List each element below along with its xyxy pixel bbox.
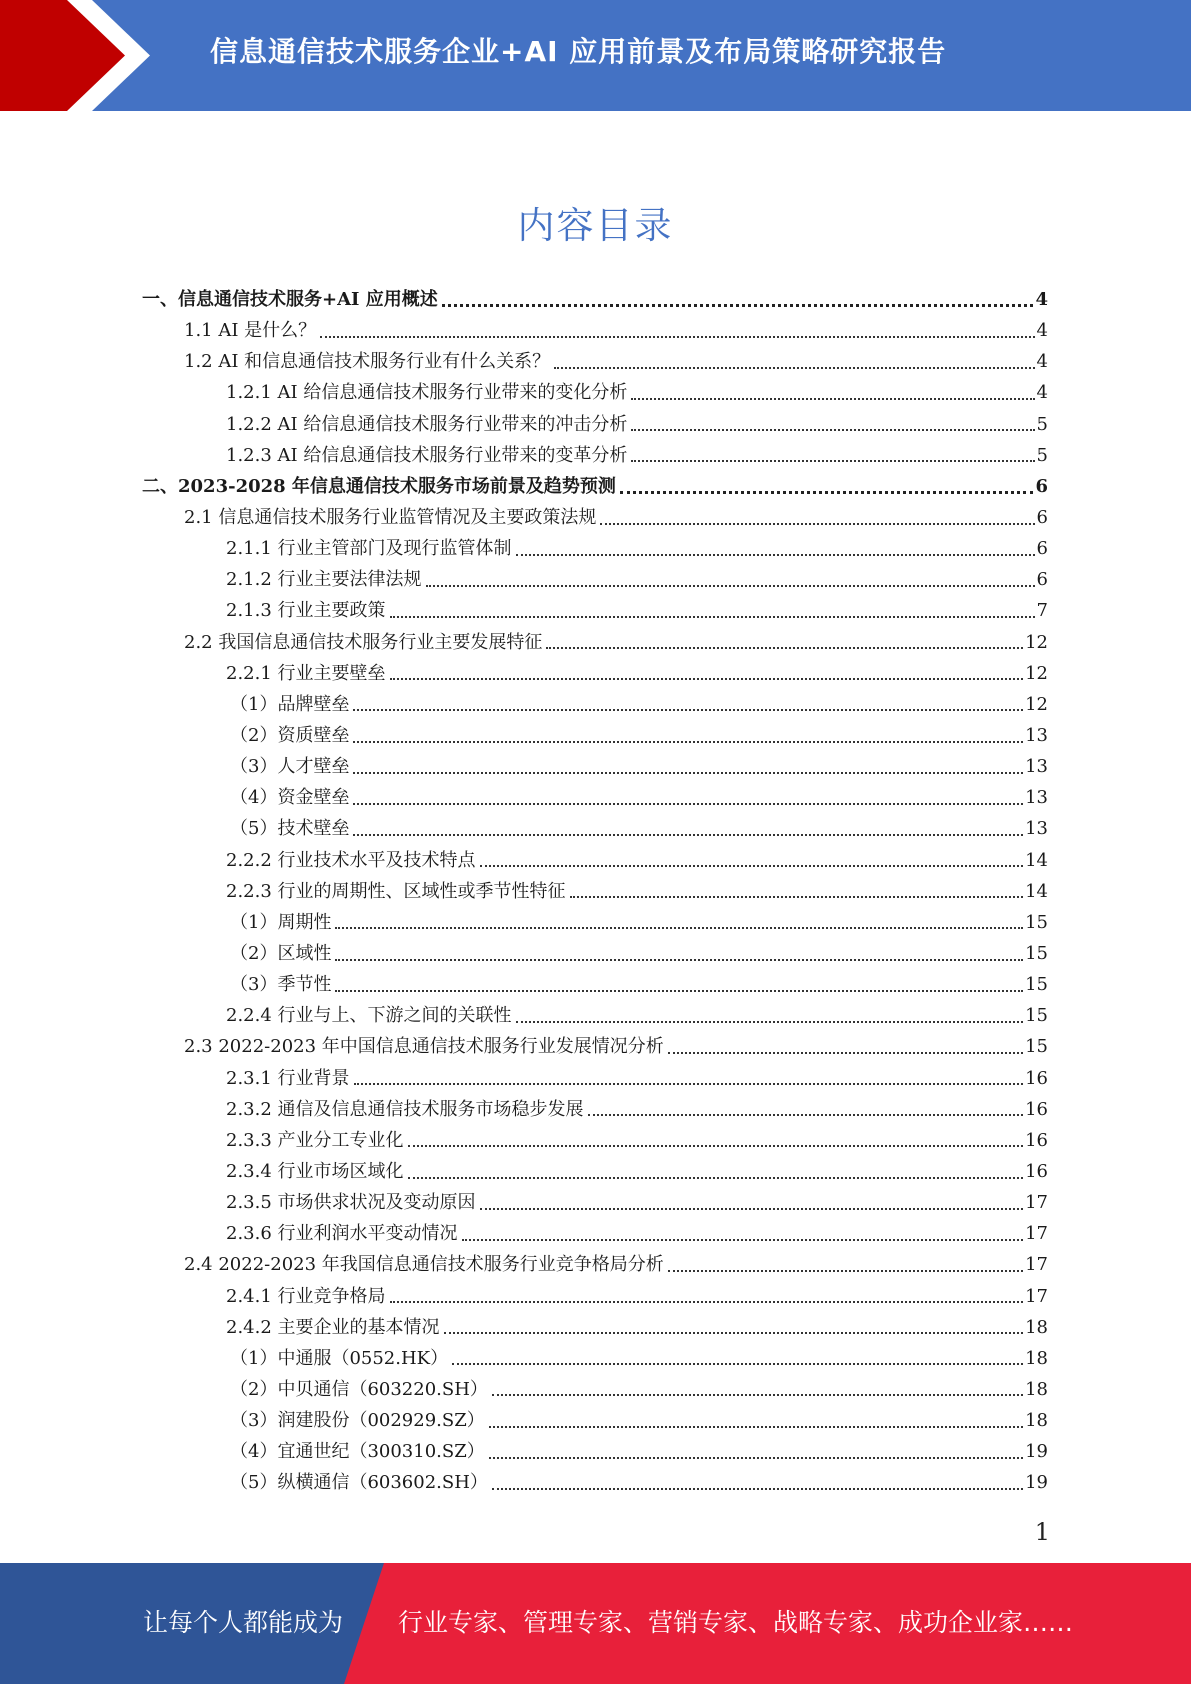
toc-entry-page: 5	[1036, 413, 1048, 435]
toc-entry-page: 4	[1036, 320, 1048, 342]
toc-entry-title: （1）中通服（0552.HK）	[230, 1347, 449, 1369]
toc-entry[interactable]	[142, 533, 1048, 564]
toc-dot-leader	[588, 1114, 1024, 1116]
toc-dot-leader	[335, 990, 1023, 992]
toc-dot-leader	[335, 959, 1023, 961]
toc-entry-page: 19	[1025, 1441, 1048, 1463]
toc-entry-title: 2.1.2 行业主要法律法规	[226, 569, 422, 591]
toc-entry[interactable]	[142, 377, 1048, 408]
toc-entry-page: 7	[1036, 600, 1048, 622]
toc-dot-leader	[631, 460, 1034, 462]
toc-entry-page: 12	[1025, 693, 1048, 715]
table-of-contents	[142, 284, 1048, 1498]
toc-entry-page: 13	[1025, 724, 1048, 746]
toc-entry[interactable]	[142, 1281, 1048, 1312]
toc-dot-leader	[390, 616, 1035, 618]
toc-dot-leader	[353, 834, 1023, 836]
toc-entry-page: 15	[1025, 1036, 1048, 1058]
toc-entry-title: 二、2023-2028 年信息通信技术服务市场前景及趋势预测	[142, 475, 616, 497]
toc-entry[interactable]	[142, 627, 1048, 658]
toc-dot-leader	[489, 1457, 1023, 1459]
toc-entry-page: 17	[1025, 1254, 1048, 1276]
toc-entry-title: 2.4.1 行业竞争格局	[226, 1285, 386, 1307]
toc-entry[interactable]	[142, 938, 1048, 969]
toc-entry[interactable]	[142, 845, 1048, 876]
toc-entry-title: 1.2.1 AI 给信息通信技术服务行业带来的变化分析	[226, 382, 628, 404]
toc-entry-page: 13	[1025, 818, 1048, 840]
toc-dot-leader	[353, 709, 1023, 711]
toc-heading: 内容目录	[517, 204, 674, 247]
toc-entry-page: 18	[1025, 1316, 1048, 1338]
toc-entry-title: （2）中贝通信（603220.SH）	[230, 1378, 488, 1400]
toc-entry-title: 2.2 我国信息通信技术服务行业主要发展特征	[184, 631, 543, 653]
toc-dot-leader	[426, 585, 1035, 587]
toc-dot-leader	[354, 1083, 1024, 1085]
toc-entry[interactable]	[142, 1125, 1048, 1156]
toc-entry-title: （4）宜通世纪（300310.SZ）	[230, 1441, 485, 1463]
toc-entry[interactable]	[142, 1031, 1048, 1062]
toc-entry[interactable]	[142, 595, 1048, 626]
toc-entry-page: 12	[1025, 631, 1048, 653]
toc-entry-title: 2.3.2 通信及信息通信技术服务市场稳步发展	[226, 1098, 584, 1120]
toc-dot-leader	[631, 429, 1034, 431]
toc-entry-title: 1.2.2 AI 给信息通信技术服务行业带来的冲击分析	[226, 413, 628, 435]
page-number: 1	[1034, 1518, 1050, 1546]
toc-entry[interactable]	[142, 1312, 1048, 1343]
toc-entry-page: 15	[1025, 974, 1048, 996]
toc-dot-leader	[516, 1021, 1024, 1023]
toc-entry-title: 2.1.1 行业主管部门及现行监管体制	[226, 538, 512, 560]
toc-dot-leader	[442, 304, 1034, 307]
toc-entry-page: 17	[1025, 1285, 1048, 1307]
toc-entry-page: 5	[1036, 444, 1048, 466]
toc-entry-page: 16	[1025, 1160, 1048, 1182]
toc-entry-page: 6	[1035, 475, 1048, 497]
header-band	[0, 0, 1191, 111]
toc-entry[interactable]	[142, 564, 1048, 595]
toc-entry-title: 2.1 信息通信技术服务行业监管情况及主要政策法规	[184, 506, 597, 528]
toc-entry-page: 18	[1025, 1347, 1048, 1369]
toc-entry-page: 13	[1025, 756, 1048, 778]
toc-dot-leader	[620, 491, 1034, 494]
toc-dot-leader	[353, 741, 1023, 743]
toc-entry[interactable]	[142, 969, 1048, 1000]
toc-dot-leader	[631, 398, 1034, 400]
toc-entry[interactable]	[142, 658, 1048, 689]
toc-entry-title: 2.3.6 行业利润水平变动情况	[226, 1223, 458, 1245]
toc-entry-title: （3）润建股份（002929.SZ）	[230, 1410, 485, 1432]
toc-dot-leader	[492, 1394, 1023, 1396]
toc-entry[interactable]	[142, 689, 1048, 720]
toc-dot-leader	[600, 523, 1034, 525]
toc-entry[interactable]	[142, 1063, 1048, 1094]
toc-dot-leader	[554, 367, 1034, 369]
toc-entry[interactable]	[142, 907, 1048, 938]
toc-dot-leader	[546, 647, 1023, 649]
toc-entry-page: 15	[1025, 911, 1048, 933]
toc-entry-title: 1.2 AI 和信息通信技术服务行业有什么关系？	[184, 351, 551, 373]
toc-entry-title: 1.1 AI 是什么？	[184, 320, 317, 342]
toc-entry-page: 13	[1025, 787, 1048, 809]
toc-entry-title: （2）区域性	[230, 942, 332, 964]
footer-band	[0, 1563, 1191, 1684]
toc-entry[interactable]	[142, 1218, 1048, 1249]
toc-entry-title: （3）季节性	[230, 974, 332, 996]
toc-entry-title: （1）周期性	[230, 911, 332, 933]
toc-entry[interactable]	[142, 440, 1048, 471]
toc-entry-page: 16	[1025, 1098, 1048, 1120]
toc-entry[interactable]	[142, 782, 1048, 813]
toc-entry-page: 12	[1025, 662, 1048, 684]
toc-entry-page: 14	[1025, 849, 1048, 871]
toc-entry[interactable]	[142, 1467, 1048, 1498]
toc-entry-title: 2.2.1 行业主要壁垒	[226, 662, 386, 684]
toc-entry-title: 2.3.3 产业分工专业化	[226, 1129, 404, 1151]
toc-entry-title: 2.2.3 行业的周期性、区域性或季节性特征	[226, 880, 566, 902]
toc-entry-page: 17	[1025, 1223, 1048, 1245]
toc-entry-page: 6	[1036, 569, 1048, 591]
toc-entry-page: 16	[1025, 1129, 1048, 1151]
toc-entry[interactable]	[142, 315, 1048, 346]
toc-entry-page: 6	[1036, 538, 1048, 560]
toc-entry[interactable]	[142, 284, 1048, 315]
toc-entry[interactable]	[142, 502, 1048, 533]
toc-entry-title: 1.2.3 AI 给信息通信技术服务行业带来的变革分析	[226, 444, 628, 466]
toc-entry-page: 18	[1025, 1410, 1048, 1432]
toc-entry-title: （5）纵横通信（603602.SH）	[230, 1472, 488, 1494]
toc-dot-leader	[452, 1363, 1023, 1365]
toc-dot-leader	[444, 1332, 1024, 1334]
toc-entry[interactable]	[142, 720, 1048, 751]
toc-dot-leader	[353, 803, 1023, 805]
toc-entry[interactable]	[142, 409, 1048, 440]
toc-entry[interactable]	[142, 876, 1048, 907]
toc-entry[interactable]	[142, 1187, 1048, 1218]
toc-dot-leader	[408, 1145, 1024, 1147]
toc-entry-title: 2.2.4 行业与上、下游之间的关联性	[226, 1005, 512, 1027]
toc-entry[interactable]	[142, 1405, 1048, 1436]
toc-dot-leader	[408, 1177, 1024, 1179]
toc-entry[interactable]	[142, 471, 1048, 502]
toc-dot-leader	[353, 772, 1023, 774]
toc-entry-title: （2）资质壁垒	[230, 724, 350, 746]
toc-entry-title: 2.3.4 行业市场区域化	[226, 1160, 404, 1182]
toc-dot-leader	[480, 1208, 1024, 1210]
toc-entry-title: 2.4.2 主要企业的基本情况	[226, 1316, 440, 1338]
toc-dot-leader	[335, 927, 1023, 929]
report-title: 信息通信技术服务企业+AI 应用前景及布局策略研究报告	[210, 35, 947, 68]
toc-entry-page: 4	[1035, 289, 1048, 310]
toc-entry[interactable]	[142, 751, 1048, 782]
toc-entry-page: 19	[1025, 1472, 1048, 1494]
toc-entry-title: 一、信息通信技术服务+AI 应用概述	[142, 289, 438, 310]
toc-entry-title: （3）人才壁垒	[230, 756, 350, 778]
toc-dot-leader	[480, 865, 1024, 867]
toc-entry-page: 17	[1025, 1192, 1048, 1214]
footer-slogan-left: 让每个人都能成为	[143, 1608, 344, 1637]
footer-slogan-right: 行业专家、管理专家、营销专家、战略专家、成功企业家……	[398, 1608, 1074, 1637]
toc-entry[interactable]	[142, 1094, 1048, 1125]
toc-entry-title: 2.2.2 行业技术水平及技术特点	[226, 849, 476, 871]
toc-entry[interactable]	[142, 1343, 1048, 1374]
toc-entry-page: 15	[1025, 1005, 1048, 1027]
toc-entry[interactable]	[142, 346, 1048, 377]
toc-entry-title: （1）品牌壁垒	[230, 693, 350, 715]
toc-dot-leader	[492, 1488, 1023, 1490]
toc-dot-leader	[462, 1239, 1024, 1241]
toc-entry-page: 4	[1036, 351, 1048, 373]
toc-entry-title: 2.3 2022-2023 年中国信息通信技术服务行业发展情况分析	[184, 1036, 664, 1058]
toc-entry-title: 2.1.3 行业主要政策	[226, 600, 386, 622]
toc-entry[interactable]	[142, 1374, 1048, 1405]
toc-dot-leader	[390, 1301, 1024, 1303]
toc-entry-title: （5）技术壁垒	[230, 818, 350, 840]
toc-entry[interactable]	[142, 1249, 1048, 1280]
toc-entry-title: 2.4 2022-2023 年我国信息通信技术服务行业竞争格局分析	[184, 1254, 664, 1276]
toc-entry-title: 2.3.5 市场供求状况及变动原因	[226, 1192, 476, 1214]
toc-entry-page: 16	[1025, 1067, 1048, 1089]
toc-dot-leader	[570, 896, 1024, 898]
toc-dot-leader	[390, 678, 1024, 680]
toc-entry-page: 6	[1036, 506, 1048, 528]
toc-entry-title: （4）资金壁垒	[230, 787, 350, 809]
toc-entry-page: 18	[1025, 1378, 1048, 1400]
toc-entry[interactable]	[142, 1000, 1048, 1031]
toc-dot-leader	[668, 1270, 1023, 1272]
toc-entry-page: 14	[1025, 880, 1048, 902]
toc-entry[interactable]	[142, 1156, 1048, 1187]
toc-dot-leader	[320, 336, 1034, 338]
toc-dot-leader	[516, 554, 1035, 556]
toc-dot-leader	[489, 1426, 1023, 1428]
toc-dot-leader	[668, 1052, 1023, 1054]
toc-entry[interactable]	[142, 813, 1048, 844]
toc-entry-title: 2.3.1 行业背景	[226, 1067, 350, 1089]
toc-entry[interactable]	[142, 1436, 1048, 1467]
toc-entry-page: 15	[1025, 942, 1048, 964]
toc-entry-page: 4	[1036, 382, 1048, 404]
